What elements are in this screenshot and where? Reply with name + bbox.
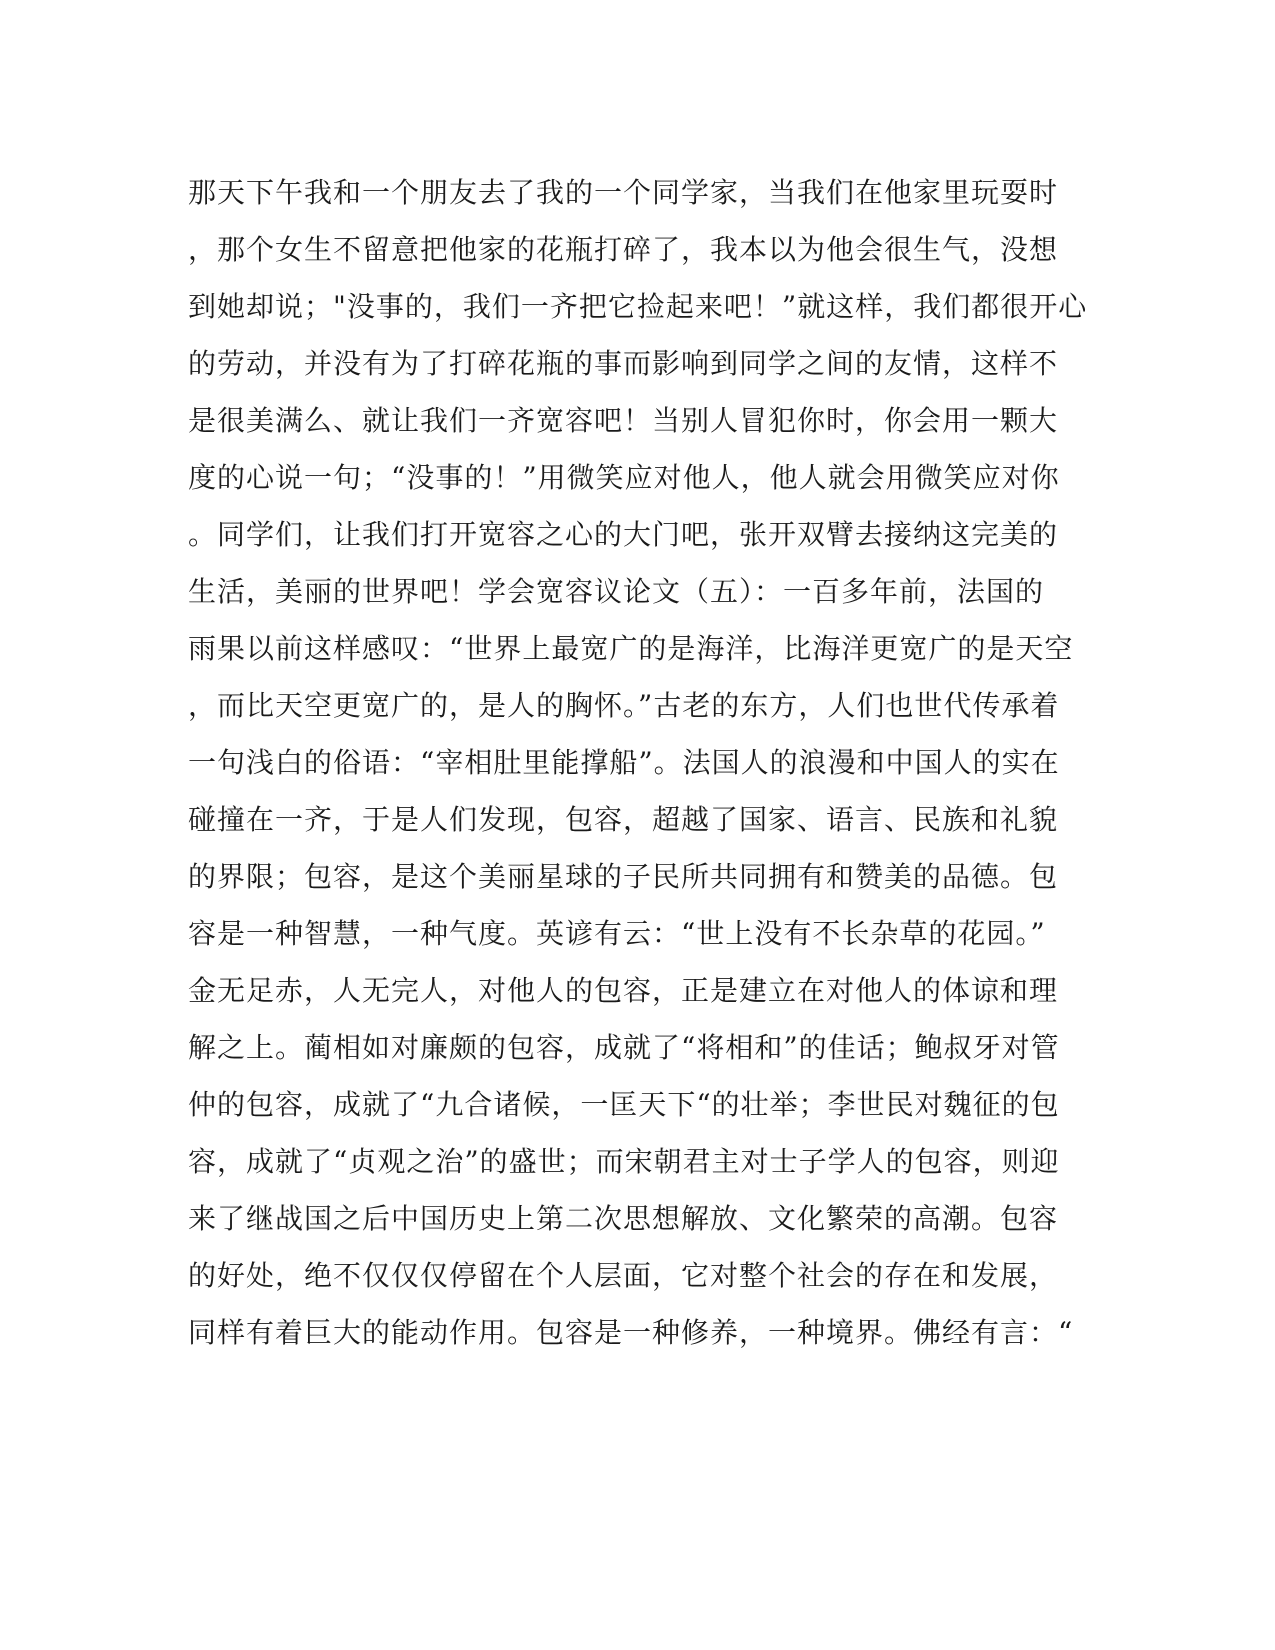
text-line: 金无足赤，人无完人，对他人的包容，正是建立在对他人的体谅和理 — [188, 974, 1059, 1007]
text-line: 解之上。蔺相如对廉颇的包容，成就了“将相和”的佳话；鲍叔牙对管 — [188, 1031, 1060, 1064]
text-line: 到她却说；"没事的，我们一齐把它捡起来吧！”就这样，我们都很开心 — [188, 290, 1088, 323]
text-line: 的好处，绝不仅仅仅停留在个人层面，它对整个社会的存在和发展， — [188, 1259, 1059, 1292]
text-line: 生活，美丽的世界吧！学会宽容议论文（五）：一百多年前，法国的 — [188, 575, 1045, 608]
text-line: 容是一种智慧，一种气度。英谚有云：“世上没有不长杂草的花园。” — [188, 917, 1046, 950]
text-line: ，而比天空更宽广的，是人的胸怀。”古老的东方，人们也世代传承着 — [188, 689, 1060, 722]
text-line: 。同学们，让我们打开宽容之心的大门吧，张开双臂去接纳这完美的 — [188, 518, 1059, 551]
text-line: 的劳动，并没有为了打碎花瓶的事而影响到同学之间的友情，这样不 — [188, 347, 1059, 380]
text-line: 度的心说一句；“没事的！”用微笑应对他人，他人就会用微笑应对你 — [188, 461, 1060, 494]
text-line: 雨果以前这样感叹：“世界上最宽广的是海洋，比海洋更宽广的是天空 — [188, 632, 1074, 665]
text-line: ，那个女生不留意把他家的花瓶打碎了，我本以为他会很生气，没想 — [188, 233, 1059, 266]
text-line: 容，成就了“贞观之治”的盛世；而宋朝君主对士子学人的包容，则迎 — [188, 1145, 1060, 1178]
text-line: 碰撞在一齐，于是人们发现，包容，超越了国家、语言、民族和礼貌 — [188, 803, 1059, 836]
text-line: 是很美满么、就让我们一齐宽容吧！当别人冒犯你时，你会用一颗大 — [188, 404, 1059, 437]
text-line: 那天下午我和一个朋友去了我的一个同学家，当我们在他家里玩耍时 — [188, 176, 1059, 209]
text-line: 一句浅白的俗语：“宰相肚里能撑船”。法国人的浪漫和中国人的实在 — [188, 746, 1060, 779]
text-line: 同样有着巨大的能动作用。包容是一种修养，一种境界。佛经有言：“ — [188, 1316, 1074, 1349]
body-text — [188, 164, 1088, 1361]
text-line: 的界限；包容，是这个美丽星球的子民所共同拥有和赞美的品德。包 — [188, 860, 1059, 893]
text-line: 仲的包容，成就了“九合诸候，一匡天下“的壮举；李世民对魏征的包 — [188, 1088, 1060, 1121]
text-line: 来了继战国之后中国历史上第二次思想解放、文化繁荣的高潮。包容 — [188, 1202, 1059, 1235]
